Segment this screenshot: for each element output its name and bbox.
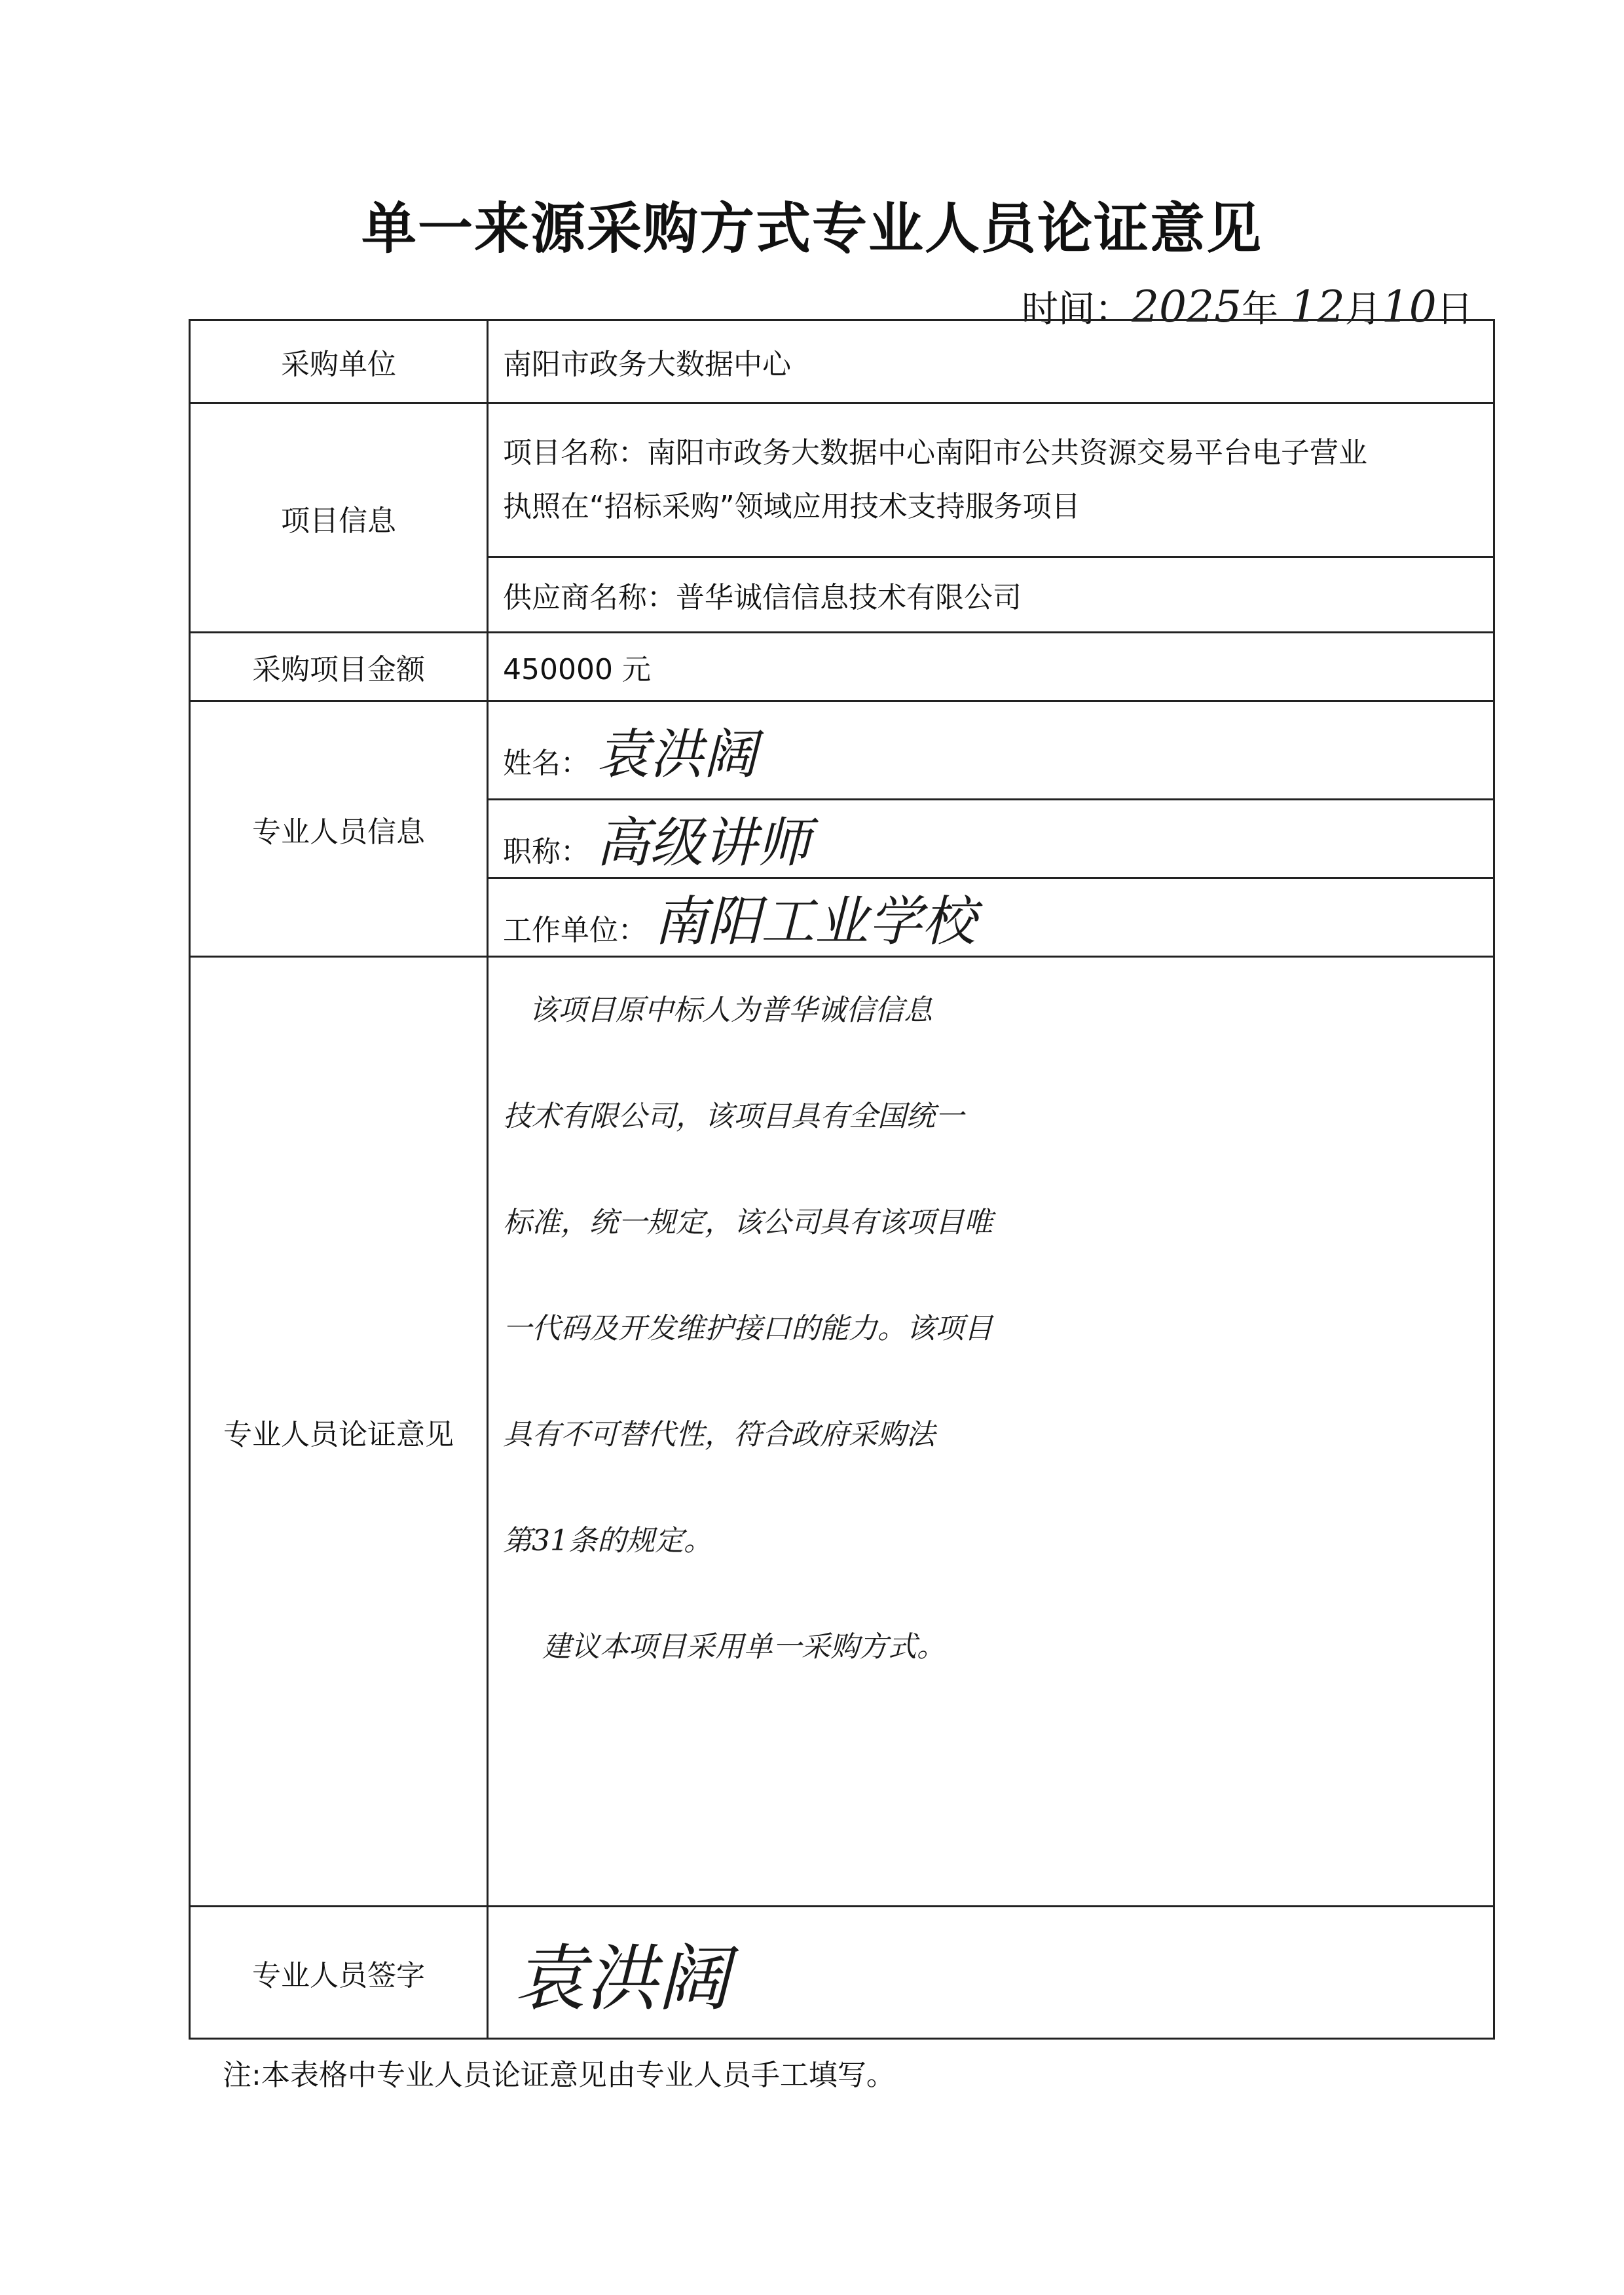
signature-label: 专业人员签字 [190,1907,488,2039]
expert-title-cell [488,800,1494,878]
date-year: 2025 [1132,282,1242,332]
project-name-line1 [503,426,1493,480]
page-title: 单一来源采购方式专业人员论证意见 [361,196,1263,261]
opinion-line-2: 技术有限公司，该项目具有全国统一 [503,1100,964,1133]
purchaser-label: 采购单位 [190,320,488,403]
expert-name-cell [488,701,1494,800]
date-month-suffix: 月 [1344,288,1382,331]
signature-value: 袁洪阔 [513,1936,729,2021]
signature-cell [488,1907,1494,2039]
amount-label: 采购项目金额 [190,633,488,701]
project-name-value-line1: 南阳市政务大数据中心南阳市公共资源交易平台电子营业 [647,436,1367,470]
expert-work-cell [488,878,1494,957]
date-year-suffix: 年 [1241,288,1278,331]
expert-title-label: 职称： [503,835,589,868]
footnote: 注:本表格中专业人员论证意见由专业人员手工填写。 [223,2059,895,2092]
opinion-label: 专业人员论证意见 [190,957,488,1907]
expert-title-value: 高级讲师 [596,812,811,874]
project-name-value-line2: 执照在“招标采购”领域应用技术支持服务项目 [503,490,1080,523]
opinion-line-7: 建议本项目采用单一采购方式。 [542,1630,946,1664]
date-day: 10 [1381,282,1437,332]
row-project [190,403,1494,557]
expert-work-label: 工作单位： [503,914,647,947]
date-day-suffix: 日 [1436,288,1473,331]
row-expert-name [190,701,1494,800]
date-label: 时间： [1022,288,1132,331]
opinion-line-5: 具有不可替代性，符合政府采购法 [503,1418,935,1451]
row-purchaser [190,320,1494,403]
opinion-content [488,957,1494,1907]
project-name-cell [488,403,1494,557]
date-month: 12 [1289,282,1345,332]
row-signature [190,1907,1494,2039]
supplier-cell [488,557,1494,633]
purchaser-value: 南阳市政务大数据中心 [488,320,1494,403]
supplier-value: 普华诚信信息技术有限公司 [676,581,1022,614]
project-label: 项目信息 [190,403,488,633]
opinion-line-3: 标准，统一规定，该公司具有该项目唯 [503,1206,993,1239]
row-opinion [190,957,1494,1907]
project-name-label: 项目名称： [503,436,647,470]
expert-name-label: 姓名： [503,747,589,780]
opinion-line-1: 该项目原中标人为普华诚信信息 [529,994,932,1027]
opinion-line-4: 一代码及开发维护接口的能力。该项目 [503,1312,993,1345]
row-amount [190,633,1494,701]
expert-label: 专业人员信息 [190,701,488,957]
form-table [189,319,1495,2040]
opinion-line-6: 第31条的规定。 [503,1524,712,1558]
expert-work-value: 南阳工业学校 [654,891,976,953]
amount-value: 450000 元 [488,633,1494,701]
supplier-label: 供应商名称： [503,581,676,614]
expert-name-value: 袁洪阔 [596,724,757,786]
